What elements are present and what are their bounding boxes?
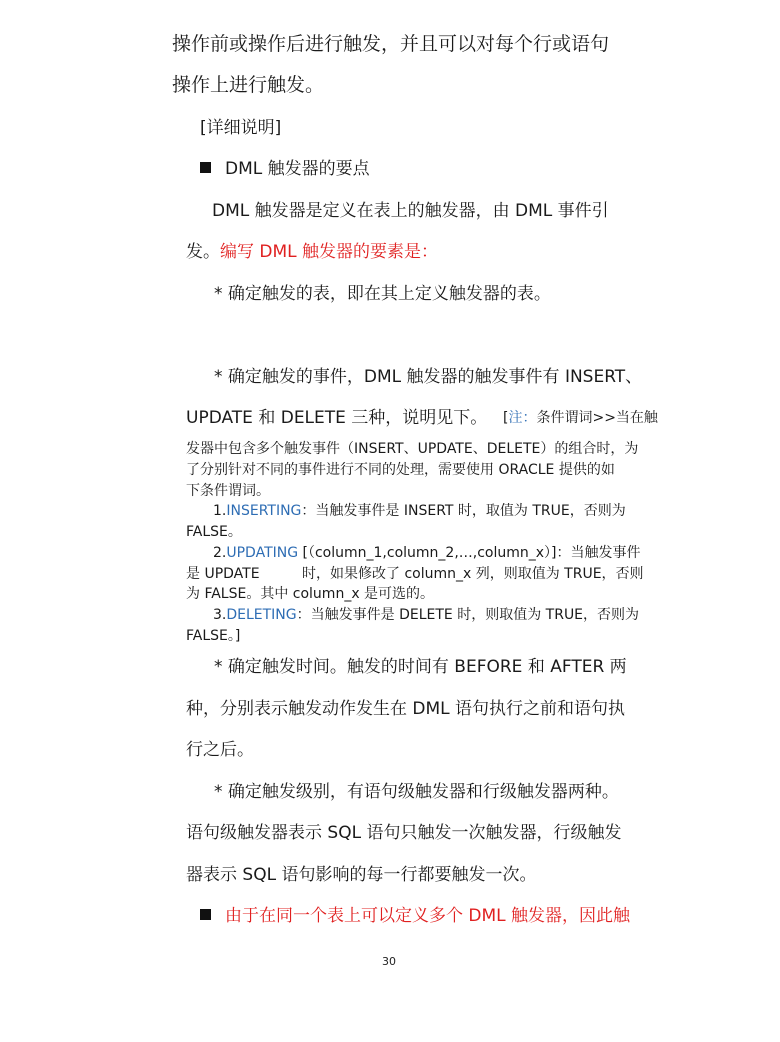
note-item-2-line-2b: 时，如果修改了 column_x 列，则取值为 TRUE，否则	[302, 566, 644, 582]
note-line-4: 下条件谓词。	[186, 483, 270, 499]
keyword-deleting: DELETING	[226, 607, 297, 623]
bullet-3-line-2: 种，分别表示触发动作发生在 DML 语句执行之前和语句执	[186, 699, 626, 719]
bullet-2-cont: UPDATE 和 DELETE 三种，说明见下。	[186, 408, 488, 428]
note-item-3-cont: FALSE。]	[186, 628, 241, 644]
square-bullet-icon	[200, 909, 211, 920]
note-item-1-text: ：当触发事件是 INSERT 时，取值为 TRUE，否则为	[301, 503, 626, 519]
bullet-heading-multi-trigger	[200, 906, 630, 926]
note-item-2-line-2a: 是 UPDATE	[186, 566, 260, 582]
bullet-3: * 确定触发时间。触发的时间有 BEFORE 和 AFTER 两	[214, 657, 627, 677]
dml-para-plain: 发。	[186, 242, 220, 262]
note-item-3	[213, 607, 639, 624]
note-item-3-text: ：当触发事件是 DELETE 时，则取值为 TRUE，否则为	[296, 607, 640, 623]
dml-para-line-2	[186, 242, 438, 262]
note-item-1-cont: FALSE。	[186, 524, 242, 540]
note-item-1	[213, 503, 626, 520]
dml-para-red: 编写 DML 触发器的要素是：	[220, 242, 439, 262]
note-item-2-num: 2.	[213, 545, 227, 561]
note-label: 注：	[508, 410, 537, 426]
note-item-2	[213, 545, 641, 562]
keyword-updating: UPDATING	[226, 545, 299, 561]
note-line-3: 了分别针对不同的事件进行不同的处理，需要使用 ORACLE 提供的如	[186, 462, 615, 478]
dml-para-line-1: DML 触发器是定义在表上的触发器，由 DML 事件引	[212, 201, 609, 221]
note-item-2-text: [（column_1,column_2,…,column_x）]：当触发事件	[298, 545, 641, 561]
bullet-2: * 确定触发的事件，DML 触发器的触发事件有 INSERT、	[214, 367, 643, 387]
note-line-2: 发器中包含多个触发事件（INSERT、UPDATE、DELETE）的组合时，为	[186, 441, 639, 457]
section-heading: [详细说明]	[200, 118, 282, 138]
bullet-4: * 确定触发级别，有语句级触发器和行级触发器两种。	[214, 782, 619, 802]
note-item-3-num: 3.	[213, 607, 227, 623]
bullet-3-line-3: 行之后。	[186, 740, 254, 760]
intro-line-2: 操作上进行触发。	[172, 74, 325, 96]
intro-line-1: 操作前或操作后进行触发，并且可以对每个行或语句	[172, 33, 610, 55]
keyword-inserting: INSERTING	[226, 503, 302, 519]
note-item-2-line-3: 为 FALSE。其中 column_x 是可选的。	[186, 586, 435, 602]
multi-trigger-title: 由于在同一个表上可以定义多个 DML 触发器，因此触	[225, 906, 631, 926]
bullet-heading-dml	[200, 159, 370, 179]
note-line-1	[503, 410, 658, 427]
note-bracket: [	[503, 410, 509, 426]
bullet-4-line-2: 语句级触发器表示 SQL 语句只触发一次触发器，行级触发	[186, 823, 622, 843]
dml-title: DML 触发器的要点	[225, 159, 370, 179]
page-number: 30	[382, 955, 396, 968]
bullet-4-line-3: 器表示 SQL 语句影响的每一行都要触发一次。	[186, 865, 537, 885]
square-bullet-icon	[200, 162, 211, 173]
bullet-1: * 确定触发的表，即在其上定义触发器的表。	[214, 284, 551, 304]
note-line-1-rest: 条件谓词>>当在触	[536, 410, 658, 426]
note-item-1-num: 1.	[213, 503, 227, 519]
